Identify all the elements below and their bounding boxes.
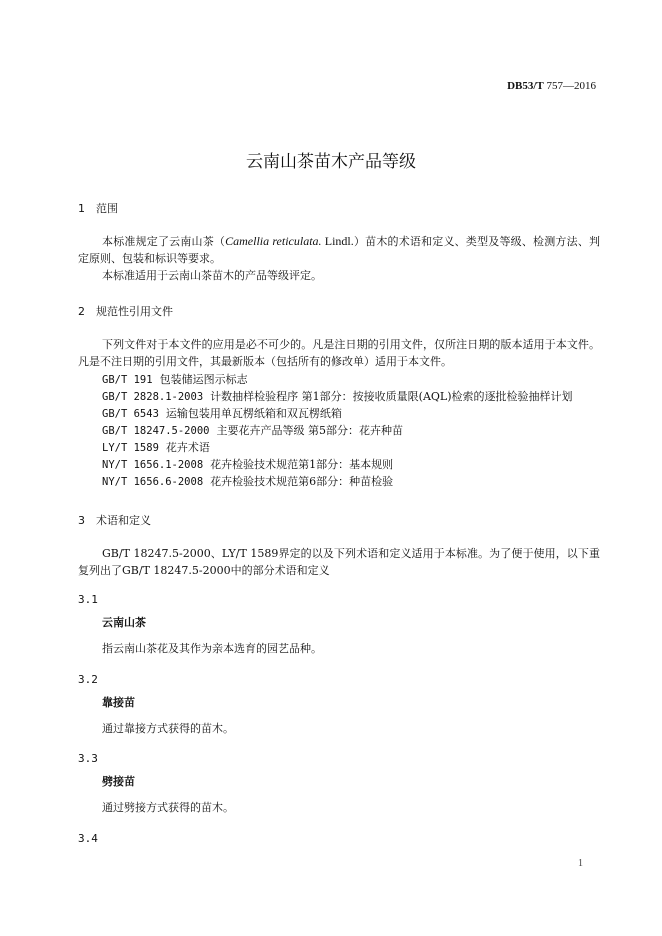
section-number: 2: [78, 305, 85, 318]
page-number: 1: [578, 858, 583, 869]
standard-code-prefix: DB53/T: [507, 80, 544, 92]
latin-author: Lindl.: [321, 234, 354, 248]
latin-name: Camellia reticulata.: [225, 234, 322, 248]
document-title: 云南山茶苗木产品等级: [246, 152, 416, 172]
standard-code: [507, 80, 596, 92]
normative-intro: 下列文件对于本文件的应用是必不可少的。凡是注日期的引用文件，仅所注日期的版本适用于本文件。凡是不注日期的引用文件，其最新版本（包括所有的修改单）适用于本文件。: [78, 338, 600, 368]
reference-title: 计数抽样检验程序 第1部分：按接收质量限(AQL)检索的逐批检验抽样计划: [210, 390, 573, 403]
reference-title: 主要花卉产品等级 第5部分：花卉种苗: [216, 424, 403, 437]
term-number: 3.2: [78, 673, 98, 686]
section-heading-normative: [78, 303, 600, 320]
section-heading-scope: [78, 200, 600, 217]
reference-title: 花卉术语: [165, 441, 210, 454]
section-title: 规范性引用文件: [96, 305, 173, 318]
reference-code: NY/T 1656.1-2008: [102, 459, 204, 471]
reference-item: [102, 388, 624, 406]
reference-item: [102, 473, 624, 491]
section-title: 术语和定义: [96, 514, 151, 527]
reference-code: NY/T 1656.6-2008: [102, 476, 204, 488]
term-name: 靠接苗: [102, 696, 135, 709]
reference-title: 花卉检验技术规范第1部分：基本规则: [210, 458, 394, 471]
reference-code: LY/T 1589: [102, 442, 159, 454]
scope-paragraph-1: [78, 233, 600, 267]
reference-code: GB/T 18247.5-2000: [102, 425, 210, 437]
term-number: 3.1: [78, 593, 98, 606]
scope-text-pre: 本标准规定了云南山茶（: [102, 235, 226, 248]
term-number: 3.3: [78, 752, 98, 765]
term-definition: 通过劈接方式获得的苗木。: [102, 801, 234, 814]
reference-title: 包装储运图示标志: [159, 373, 248, 386]
term-definition: 指云南山茶花及其作为亲本选育的园艺品种。: [102, 642, 322, 655]
scope-text-post: ）苗木的术语和定义、类型及等级、检测方法、判定原则、包装和标识等要求。: [78, 235, 601, 265]
section-number: 3: [78, 514, 85, 527]
term-number: 3.4: [78, 832, 98, 845]
section-number: 1: [78, 202, 85, 215]
reference-item: [102, 456, 624, 474]
term-definition: 通过靠接方式获得的苗木。: [102, 722, 234, 735]
scope-paragraph-2: 本标准适用于云南山茶苗木的产品等级评定。: [102, 269, 322, 282]
reference-code: GB/T 2828.1-2003: [102, 391, 204, 403]
reference-title: 运输包装用单瓦楞纸箱和双瓦楞纸箱: [165, 407, 342, 420]
standard-code-number: 757—2016: [543, 80, 596, 92]
section-title: 范围: [96, 202, 118, 215]
reference-item: [102, 371, 624, 389]
term-name: 劈接苗: [102, 775, 135, 788]
section-heading-terms: [78, 512, 600, 529]
reference-item: [102, 422, 624, 440]
reference-code: GB/T 191: [102, 374, 153, 386]
term-name: 云南山茶: [102, 616, 146, 629]
reference-item: [102, 405, 624, 423]
reference-item: [102, 439, 624, 457]
reference-code: GB/T 6543: [102, 408, 159, 420]
reference-title: 花卉检验技术规范第6部分：种苗检验: [210, 475, 394, 488]
terms-intro: GB/T 18247.5-2000、LY/T 1589界定的以及下列术语和定义适用于本标准。为了便于使用，以下重复列出了GB/T 18247.5-2000中的部分术语和定义: [78, 547, 600, 577]
